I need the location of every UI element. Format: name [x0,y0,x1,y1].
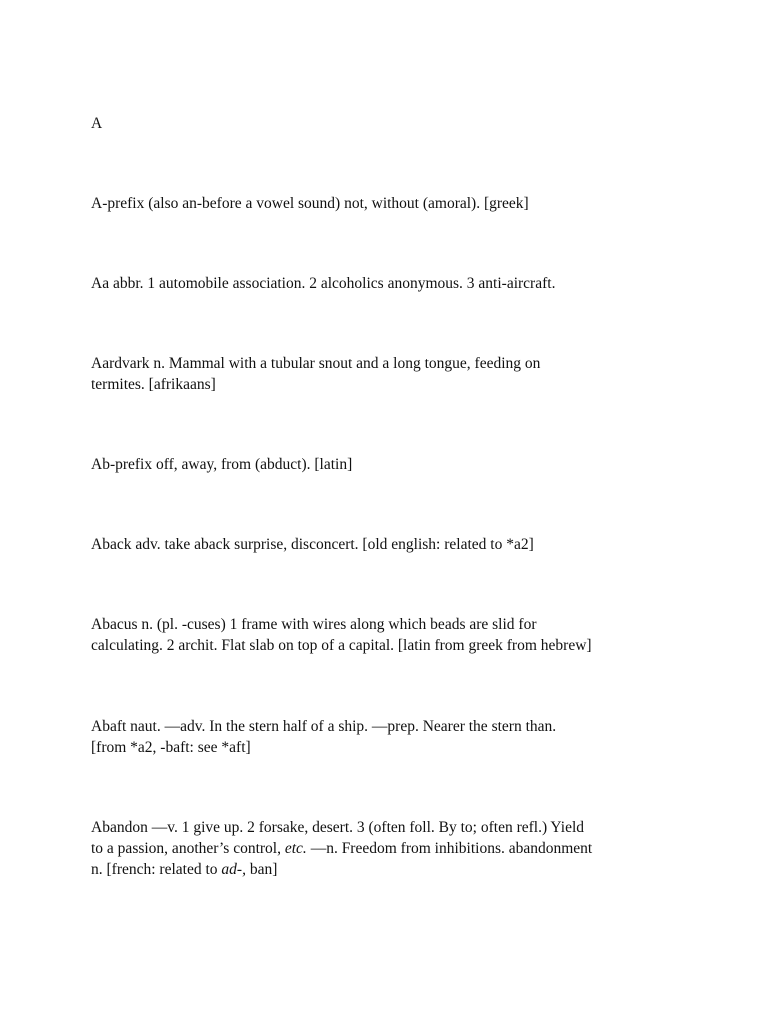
entry-text: n. [french: related to [91,861,222,878]
entry-text: ban] [245,861,278,878]
dictionary-entry-abaft [91,716,691,758]
entry-line: Ab-prefix off, away, from (abduct). [latin] [91,456,353,473]
dictionary-entry-abacus [91,614,691,656]
italic-cross-reference: ad-, [221,861,246,878]
dictionary-entry-ab-prefix [91,454,691,475]
dictionary-entry-abandon [91,817,691,880]
entry-line: [from *a2, -baft: see *aft] [91,739,251,756]
dictionary-entry-a-prefix [91,193,691,214]
entry-line: termites. [afrikaans] [91,376,216,393]
dictionary-entry-aardvark [91,353,691,395]
entry-line: Aardvark n. Mammal with a tubular snout and a long tongue, feeding on [91,355,541,372]
entry-line: A-prefix (also an-before a vowel sound) not, without (amoral). [greek] [91,195,529,212]
entry-line: Aa abbr. 1 automobile association. 2 alcoholics anonymous. 3 anti-aircraft. [91,275,556,292]
section-letter-heading: A [91,115,103,132]
entry-text: —n. Freedom from inhibitions. abandonment [306,840,593,857]
entry-line [91,838,691,859]
entry-text: to a passion, another’s control, [91,840,285,857]
entry-line: Abacus n. (pl. -cuses) 1 frame with wires along which beads are slid for [91,616,537,633]
entry-line: Abandon —v. 1 give up. 2 forsake, desert. 3 (often foll. By to; often refl.) Yield [91,819,585,836]
entry-line: Abaft naut. —adv. In the stern half of a ship. —prep. Nearer the stern than. [91,718,557,735]
entry-line: calculating. 2 archit. Flat slab on top of a capital. [latin from greek from hebrew] [91,637,592,654]
dictionary-entry-aa [91,273,691,294]
entry-line [91,859,691,880]
entry-line: Aback adv. take aback surprise, disconcert. [old english: related to *a2] [91,536,534,553]
italic-abbreviation: etc. [284,840,307,857]
dictionary-entry-aback [91,534,691,555]
